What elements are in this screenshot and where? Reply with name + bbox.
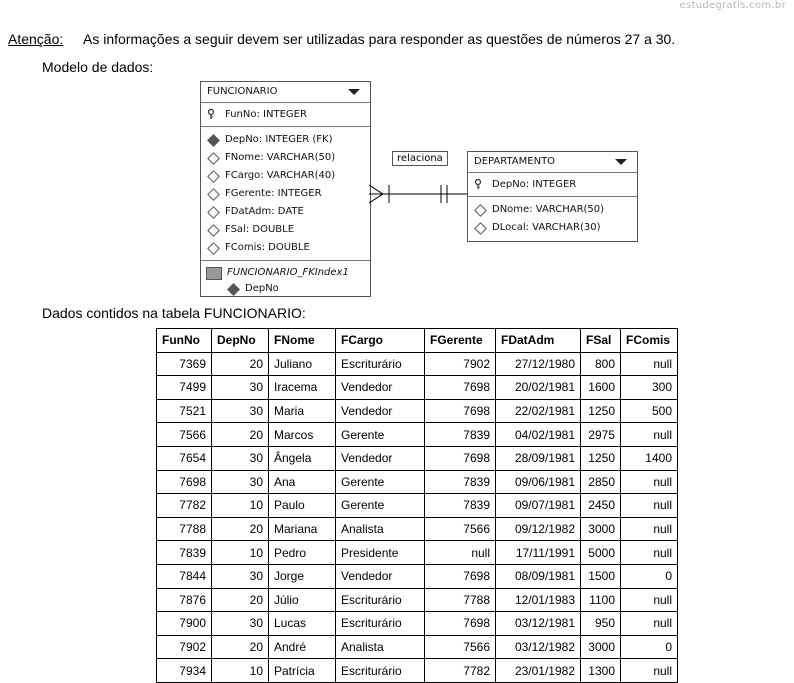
column-header: FNome	[269, 329, 336, 353]
column-header: FunNo	[157, 329, 212, 353]
table-cell: 03/12/1981	[496, 612, 581, 636]
table-cell: 27/12/1980	[496, 352, 581, 376]
table-row	[157, 612, 678, 636]
table-cell: 2450	[581, 494, 621, 518]
dropdown-arrow-icon	[348, 89, 360, 95]
table-cell: null	[621, 494, 678, 518]
field-row	[201, 185, 370, 203]
table-row	[157, 376, 678, 400]
table-cell: 7698	[425, 446, 496, 470]
table-cell: 7839	[425, 470, 496, 494]
table-cell: 7566	[425, 635, 496, 659]
table-cell: 7499	[157, 376, 212, 400]
entity-title: DEPARTAMENTO	[474, 156, 556, 167]
table-cell: Gerente	[336, 470, 425, 494]
diamond-icon	[207, 224, 220, 237]
table-cell: 2850	[581, 470, 621, 494]
table-cell: 04/02/1981	[496, 423, 581, 447]
table-cell: 2975	[581, 423, 621, 447]
table-cell: 7654	[157, 446, 212, 470]
table-cell: 7698	[425, 612, 496, 636]
table-cell: 23/01/1982	[496, 659, 581, 683]
table-cell: 10	[212, 541, 269, 565]
table-row	[157, 446, 678, 470]
table-cell: null	[621, 470, 678, 494]
pk-row	[201, 106, 370, 124]
table-cell: null	[621, 541, 678, 565]
table-cell: 09/07/1981	[496, 494, 581, 518]
table-cell: Vendedor	[336, 446, 425, 470]
table-cell: 7369	[157, 352, 212, 376]
dropdown-arrow-icon	[615, 159, 627, 165]
column-header: DepNo	[212, 329, 269, 353]
table-cell: 1500	[581, 564, 621, 588]
pk-section	[468, 173, 637, 197]
table-cell: 7521	[157, 399, 212, 423]
table-cell: 1100	[581, 588, 621, 612]
table-cell: 1250	[581, 446, 621, 470]
table-cell: Escriturário	[336, 352, 425, 376]
table-cell: 10	[212, 659, 269, 683]
table-cell: Escriturário	[336, 612, 425, 636]
diamond-icon	[474, 222, 487, 235]
table-cell: 1400	[621, 446, 678, 470]
table-cell: null	[621, 352, 678, 376]
table-cell: 12/01/1983	[496, 588, 581, 612]
entity-header	[201, 82, 370, 103]
table-cell: 7698	[425, 564, 496, 588]
table-cell: 28/09/1981	[496, 446, 581, 470]
table-cell: Paulo	[269, 494, 336, 518]
table-cell: 20	[212, 588, 269, 612]
table-cell: 7844	[157, 564, 212, 588]
table-cell: 7698	[425, 399, 496, 423]
pk-label: DepNo: INTEGER	[492, 179, 577, 190]
table-cell: 20	[212, 352, 269, 376]
table-cell: 30	[212, 376, 269, 400]
relationship-connector	[369, 175, 469, 215]
table-header-row	[157, 329, 678, 353]
table-cell: 5000	[581, 541, 621, 565]
table-row	[157, 352, 678, 376]
table-cell: Maria	[269, 399, 336, 423]
table-cell: Vendedor	[336, 564, 425, 588]
table-row	[157, 399, 678, 423]
table-cell: 7566	[425, 517, 496, 541]
table-cell: Jorge	[269, 564, 336, 588]
table-cell: null	[621, 588, 678, 612]
table-cell: 500	[621, 399, 678, 423]
index-name: FUNCIONARIO_FKIndex1	[227, 267, 349, 278]
field-row	[201, 203, 370, 221]
table-cell: 20	[212, 635, 269, 659]
table-cell: 1250	[581, 399, 621, 423]
table-cell: Ângela	[269, 446, 336, 470]
field-label: FSal: DOUBLE	[225, 224, 295, 235]
table-cell: Lucas	[269, 612, 336, 636]
field-row	[201, 131, 370, 149]
key-icon	[207, 109, 215, 119]
table-cell: 7839	[157, 541, 212, 565]
table-cell: 3000	[581, 517, 621, 541]
table-cell: 30	[212, 399, 269, 423]
table-cell: 7782	[157, 494, 212, 518]
table-cell: André	[269, 635, 336, 659]
table-cell: Escriturário	[336, 659, 425, 683]
table-cell: null	[621, 612, 678, 636]
table-cell: 7839	[425, 494, 496, 518]
table-cell: 22/02/1981	[496, 399, 581, 423]
table-cell: 7839	[425, 423, 496, 447]
table-cell: 7566	[157, 423, 212, 447]
pk-label: FunNo: INTEGER	[225, 109, 307, 120]
folder-icon	[206, 267, 222, 280]
table-cell: Presidente	[336, 541, 425, 565]
table-cell: 7876	[157, 588, 212, 612]
table-cell: Gerente	[336, 494, 425, 518]
table-cell: null	[621, 423, 678, 447]
column-header: FCargo	[336, 329, 425, 353]
diamond-icon	[207, 170, 220, 183]
entity-title: FUNCIONARIO	[207, 86, 278, 97]
table-row	[157, 659, 678, 683]
table-cell: null	[425, 541, 496, 565]
diamond-icon	[207, 152, 220, 165]
table-cell: 03/12/1982	[496, 635, 581, 659]
table-cell: 0	[621, 564, 678, 588]
field-row	[468, 219, 637, 237]
table-cell: 7782	[425, 659, 496, 683]
pk-section	[201, 103, 370, 127]
table-row	[157, 541, 678, 565]
diamond-icon	[474, 204, 487, 217]
table-row	[157, 517, 678, 541]
table-row	[157, 494, 678, 518]
column-header: FSal	[581, 329, 621, 353]
field-label: DepNo: INTEGER (FK)	[225, 134, 333, 145]
table-cell: Marcos	[269, 423, 336, 447]
index-field-label: DepNo	[245, 283, 279, 294]
table-cell: Ana	[269, 470, 336, 494]
table-row	[157, 635, 678, 659]
table-cell: 30	[212, 446, 269, 470]
fields-section	[201, 127, 370, 261]
relationship-label: relaciona	[392, 151, 448, 166]
table-cell: 950	[581, 612, 621, 636]
table-row	[157, 564, 678, 588]
index-row	[201, 264, 370, 281]
field-label: FGerente: INTEGER	[225, 188, 322, 199]
table-cell: 300	[621, 376, 678, 400]
table-cell: 7934	[157, 659, 212, 683]
intro-notice	[8, 31, 676, 47]
table-cell: 7900	[157, 612, 212, 636]
field-row	[201, 221, 370, 239]
index-section	[201, 261, 370, 299]
field-label: FCargo: VARCHAR(40)	[225, 170, 336, 181]
model-title: Modelo de dados:	[42, 59, 154, 75]
notice-label: Atenção:	[8, 31, 64, 47]
data-title: Dados contidos na tabela FUNCIONARIO:	[42, 305, 306, 321]
table-cell: 20	[212, 423, 269, 447]
column-header: FGerente	[425, 329, 496, 353]
table-cell: 7902	[157, 635, 212, 659]
table-cell: 10	[212, 494, 269, 518]
table-cell: Gerente	[336, 423, 425, 447]
field-label: DNome: VARCHAR(50)	[492, 204, 605, 215]
table-cell: Escriturário	[336, 588, 425, 612]
entity-funcionario	[200, 81, 371, 297]
table-cell: 0	[621, 635, 678, 659]
diamond-icon	[207, 206, 220, 219]
table-cell: Juliano	[269, 352, 336, 376]
table-cell: 7788	[157, 517, 212, 541]
entity-header	[468, 152, 637, 173]
table-cell: 1600	[581, 376, 621, 400]
index-field-row	[201, 281, 370, 296]
table-cell: 17/11/1991	[496, 541, 581, 565]
table-cell: 1300	[581, 659, 621, 683]
table-cell: 7698	[425, 376, 496, 400]
table-cell: 7902	[425, 352, 496, 376]
notice-text: As informações a seguir devem ser utilizadas para responder as questões de números 27 a 30.	[83, 31, 676, 47]
fields-section	[468, 197, 637, 240]
table-cell: 09/12/1982	[496, 517, 581, 541]
table-cell: null	[621, 659, 678, 683]
table-cell: Mariana	[269, 517, 336, 541]
table-cell: Analista	[336, 517, 425, 541]
table-cell: 3000	[581, 635, 621, 659]
pk-row	[468, 176, 637, 194]
field-row	[201, 149, 370, 167]
table-cell: Pedro	[269, 541, 336, 565]
table-cell: 30	[212, 612, 269, 636]
table-cell: 800	[581, 352, 621, 376]
entity-departamento	[467, 151, 638, 242]
table-cell: 09/06/1981	[496, 470, 581, 494]
field-label: FComis: DOUBLE	[225, 242, 310, 253]
table-row	[157, 588, 678, 612]
table-row	[157, 470, 678, 494]
table-cell: 20/02/1981	[496, 376, 581, 400]
column-header: FComis	[621, 329, 678, 353]
watermark: estudegratis.com.br	[679, 0, 786, 11]
table-cell: Júlio	[269, 588, 336, 612]
field-label: FDatAdm: DATE	[225, 206, 304, 217]
table-cell: 20	[212, 517, 269, 541]
table-cell: Iracema	[269, 376, 336, 400]
funcionario-data-table	[156, 328, 678, 683]
diamond-icon	[207, 188, 220, 201]
fk-diamond-icon	[207, 134, 220, 147]
table-cell: null	[621, 517, 678, 541]
table-row	[157, 423, 678, 447]
diamond-icon	[207, 242, 220, 255]
field-label: FNome: VARCHAR(50)	[225, 152, 336, 163]
table-cell: Vendedor	[336, 399, 425, 423]
table-cell: 7788	[425, 588, 496, 612]
field-row	[201, 239, 370, 257]
table-cell: 30	[212, 470, 269, 494]
key-icon	[474, 179, 482, 189]
field-row	[201, 167, 370, 185]
column-header: FDatAdm	[496, 329, 581, 353]
field-label: DLocal: VARCHAR(30)	[492, 222, 601, 233]
table-cell: 08/09/1981	[496, 564, 581, 588]
table-cell: 30	[212, 564, 269, 588]
table-cell: Analista	[336, 635, 425, 659]
table-cell: Patrícia	[269, 659, 336, 683]
table-cell: Vendedor	[336, 376, 425, 400]
table-cell: 7698	[157, 470, 212, 494]
field-row	[468, 201, 637, 219]
